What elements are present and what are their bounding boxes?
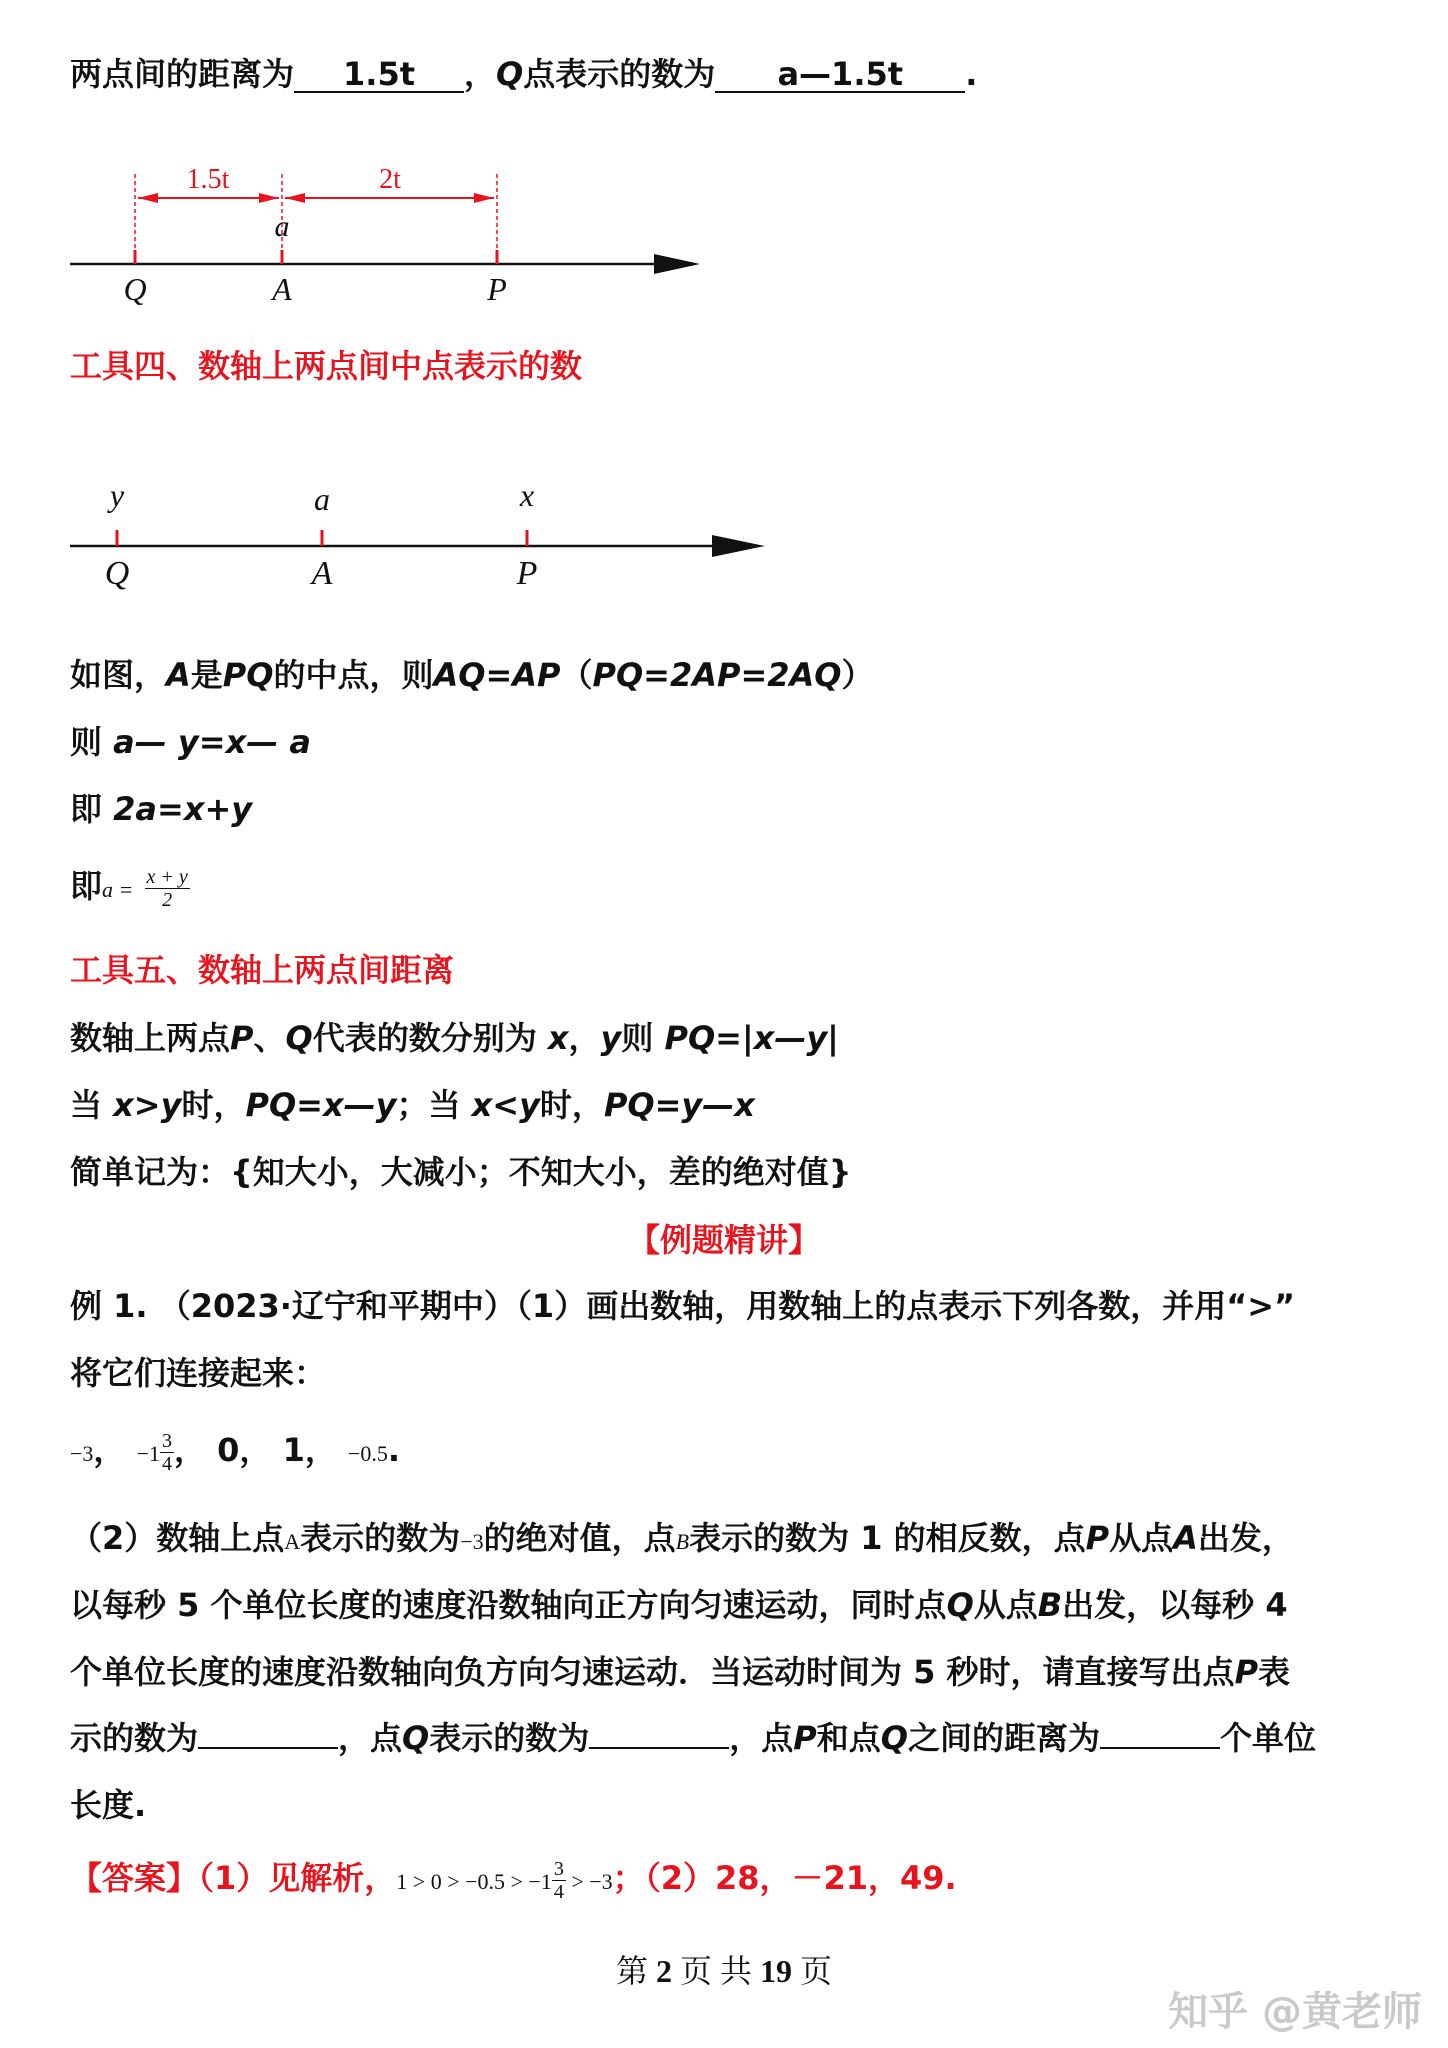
page-total: 19 <box>760 1953 792 1989</box>
var-p: P <box>1234 1653 1259 1691</box>
text: 页 <box>800 1953 833 1989</box>
text: 数轴上两点 <box>70 1019 231 1057</box>
var-q: Q <box>402 1719 430 1757</box>
example1-part2-line-3 <box>70 1650 1290 1694</box>
fraction-denominator: 4 <box>553 1880 564 1903</box>
fraction-numerator: 3 <box>162 1429 172 1452</box>
text: ， <box>93 1431 126 1469</box>
value-x: x <box>519 477 535 513</box>
text: 个单位 <box>1219 1719 1316 1757</box>
equation: AQ=AP <box>433 656 561 694</box>
var-b: B <box>675 1529 690 1554</box>
example1-line-2: 将它们连接起来： <box>70 1354 327 1392</box>
watermark: 知乎 @黄老师 <box>1168 1989 1422 2035</box>
text: ；当 <box>396 1086 461 1124</box>
formula-lhs: a = <box>102 877 134 902</box>
number-line-figure-1 <box>60 160 720 310</box>
var-y: y <box>600 1019 622 1057</box>
text: ， <box>568 1019 601 1057</box>
mixed-fraction <box>160 1430 174 1475</box>
text: 之间的距离为 <box>907 1719 1100 1757</box>
answer-line <box>70 1848 957 1912</box>
fraction-denominator: 2 <box>162 888 173 911</box>
equation: PQ=x—y <box>245 1086 397 1124</box>
text: 的绝对值，点 <box>483 1519 676 1557</box>
equation: a— y=x— a <box>113 723 311 761</box>
text: 即 <box>70 790 103 828</box>
example1-numbers <box>70 1420 400 1484</box>
equation: 2a=x+y <box>113 790 253 828</box>
answer-part2: （2）28，－21，49. <box>644 1859 957 1897</box>
midpoint-line-1 <box>70 653 874 697</box>
var-x: x <box>547 1019 569 1057</box>
intro-line <box>70 52 977 96</box>
text: 示的数为 <box>70 1719 199 1757</box>
text: 和点 <box>816 1719 881 1757</box>
dim-arrow-icon <box>474 193 494 203</box>
fraction-denominator: 4 <box>162 1452 172 1475</box>
number: −3 <box>70 1441 94 1466</box>
dim-label-right: 2t <box>379 164 401 195</box>
text: 第 <box>615 1953 648 1989</box>
text: 表示的数为 <box>429 1719 590 1757</box>
number: −1 <box>136 1441 160 1466</box>
formula-fraction <box>145 866 190 911</box>
text: 即 <box>70 867 103 905</box>
text: 是 <box>190 656 223 694</box>
fraction-numerator: x + y <box>146 865 188 888</box>
axis-arrow-icon <box>654 254 700 274</box>
blank-q-value <box>715 57 965 93</box>
answer-label: 【答案】 <box>70 1859 199 1897</box>
condition: x<y <box>471 1086 540 1124</box>
fraction-numerator: 3 <box>553 1857 564 1880</box>
label-q: Q <box>123 271 147 307</box>
var-p: P <box>230 1019 254 1057</box>
comma: ， <box>464 55 497 93</box>
text: 的中点，则 <box>273 656 434 694</box>
value-y: y <box>109 477 125 513</box>
tool5-heading: 工具五、数轴上两点间距离 <box>70 951 455 989</box>
value-a: a <box>314 481 330 517</box>
label-p: P <box>487 271 507 307</box>
var-a: A <box>166 656 191 694</box>
text: 页 共 <box>679 1953 752 1989</box>
intro-text: 两点间的距离为 <box>70 55 295 93</box>
var-a: A <box>284 1529 301 1554</box>
var-q: Q <box>285 1019 313 1057</box>
text: 当 <box>70 1086 103 1124</box>
var-a: A <box>1173 1519 1198 1557</box>
var-p: P <box>793 1719 817 1757</box>
text: 从点 <box>973 1586 1038 1624</box>
example1-line-1: 例 1. （2023·辽宁和平期中）（1）画出数轴，用数轴上的点表示下列各数，并用“>” <box>70 1287 1296 1325</box>
tool4-heading: 工具四、数轴上两点间中点表示的数 <box>70 347 583 385</box>
example1-part2-line-1 <box>70 1516 1294 1564</box>
equation: PQ=y—x <box>603 1086 755 1124</box>
tool5-line-1 <box>70 1016 839 1060</box>
condition: x>y <box>113 1086 182 1124</box>
answer-fraction <box>552 1858 566 1903</box>
dim-arrow-icon <box>138 193 158 203</box>
var-pq: PQ <box>222 656 274 694</box>
text: ） <box>841 656 874 694</box>
text: 出发， <box>1197 1519 1294 1557</box>
dim-label-left: 1.5t <box>186 164 230 195</box>
intro-text: 点表示的数为 <box>523 55 716 93</box>
axis-arrow-icon <box>712 535 765 557</box>
text: 时， <box>181 1086 246 1124</box>
text: . <box>387 1431 401 1469</box>
equation: PQ=|x—y| <box>664 1019 839 1057</box>
section-title: 【例题精讲】 <box>627 1221 820 1259</box>
label-q: Q <box>104 555 130 592</box>
blank-distance <box>1100 1747 1220 1749</box>
period: . <box>965 55 978 93</box>
text: 表示的数为 <box>300 1519 461 1557</box>
example1-part2-line-5: 长度. <box>70 1786 147 1824</box>
midpoint-line-4 <box>70 856 190 920</box>
text: 以每秒 5 个单位长度的速度沿数轴向正方向匀速运动，同时点 <box>70 1586 947 1624</box>
blank-distance <box>294 57 464 93</box>
text: ； <box>612 1859 645 1897</box>
midpoint-line-3 <box>70 787 252 831</box>
value-a: a <box>274 210 290 243</box>
page-number: 2 <box>655 1953 672 1989</box>
number: 0， <box>217 1431 272 1469</box>
number: −3 <box>460 1529 484 1554</box>
text: 从点 <box>1109 1519 1174 1557</box>
var-q: Q <box>946 1586 974 1624</box>
tool5-line-3: 简单记为：{知大小，大减小；不知大小，差的绝对值} <box>70 1153 852 1191</box>
answer-q-value: a—1.5t <box>777 55 904 93</box>
example1-part2-line-4 <box>70 1716 1316 1760</box>
answer-distance: 1.5t <box>343 55 415 93</box>
answer-chain: > −3 <box>565 1869 613 1894</box>
midpoint-line-2 <box>70 720 311 764</box>
text: ， <box>174 1431 207 1469</box>
text: 如图， <box>70 656 167 694</box>
blank-p-value <box>198 1747 338 1749</box>
label-a: A <box>311 555 333 592</box>
dim-arrow-icon <box>259 193 279 203</box>
blank-q-value <box>589 1747 729 1749</box>
var-q: Q <box>880 1719 908 1757</box>
text: 时， <box>539 1086 604 1124</box>
var-q: Q <box>496 55 524 93</box>
number-line-figure-2 <box>60 470 780 600</box>
equation: PQ=2AP=2AQ <box>592 656 842 694</box>
label-a: A <box>272 271 292 307</box>
text: 则 <box>70 723 103 761</box>
dim-arrow-icon <box>285 193 305 203</box>
text: 则 <box>621 1019 654 1057</box>
label-p: P <box>516 555 538 592</box>
text: ，点 <box>729 1719 794 1757</box>
text: 、 <box>253 1019 286 1057</box>
number: −0.5 <box>348 1441 388 1466</box>
var-b: B <box>1037 1586 1063 1624</box>
var-p: P <box>1085 1519 1110 1557</box>
text: （2）数轴上点 <box>70 1519 285 1557</box>
text: ，点 <box>338 1719 403 1757</box>
text: 出发，以每秒 4 <box>1062 1586 1288 1624</box>
text: 个单位长度的速度沿数轴向负方向匀速运动．当运动时间为 5 秒时，请直接写出点 <box>70 1653 1235 1691</box>
number: 1， <box>282 1431 337 1469</box>
answer-chain: 1 > 0 > −0.5 > −1 <box>396 1869 552 1894</box>
tool5-line-2 <box>70 1083 755 1127</box>
example1-part2-line-2 <box>70 1583 1288 1627</box>
text: （ <box>560 656 593 694</box>
text: 代表的数分别为 <box>312 1019 537 1057</box>
text: 表示的数为 1 的相反数，点 <box>689 1519 1086 1557</box>
text: 表 <box>1258 1653 1291 1691</box>
answer-part1: （1）见解析， <box>198 1859 397 1897</box>
